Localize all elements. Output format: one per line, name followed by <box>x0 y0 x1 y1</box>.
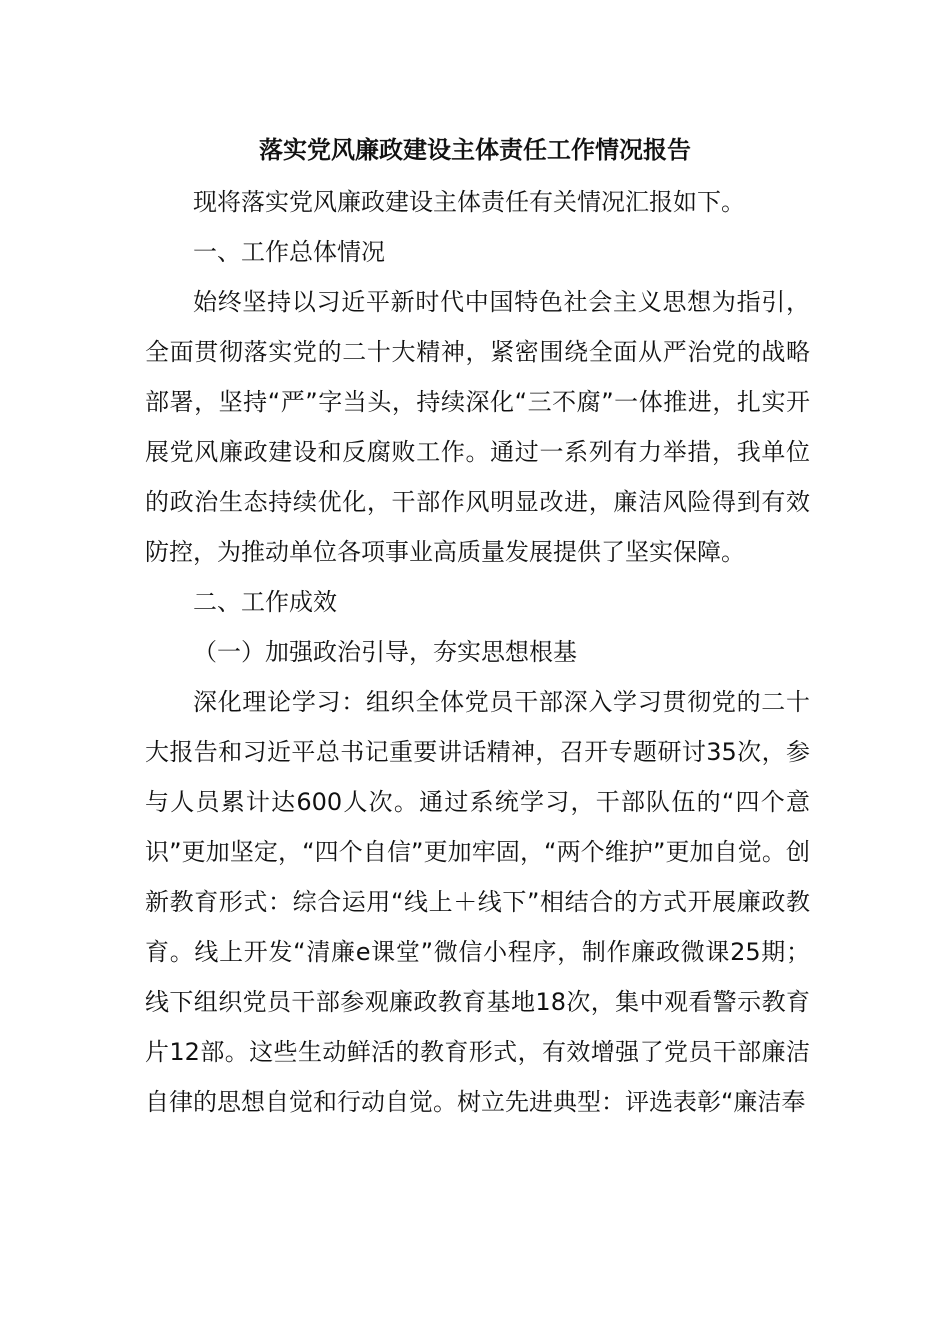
document-body <box>145 177 810 1127</box>
document-title: 落实党风廉政建设主体责任工作情况报告 <box>259 136 691 164</box>
paragraph-intro: 现将落实党风廉政建设主体责任有关情况汇报如下。 <box>193 188 745 216</box>
heading-section-2: 二、工作成效 <box>193 588 337 616</box>
paragraph-political-guidance: 深化理论学习：组织全体党员干部深入学习贯彻党的二十大报告和习近平总书记重要讲话精神，召开专题研讨35次，参与人员累计达600人次。通过系统学习，干部队伍的“四个意识”更加坚定，“四个自信”更加牢固，“两个维护”更加自觉。创新教育形式：综合运用“线上＋线下”相结合的方式开展廉政教育。线上开发“清廉e课堂”微信小程序，制作廉政微课25期；线下组织党员干部参观廉政教育基地18次，集中观看警示教育片12部。这些生动鲜活的教育形式，有效增强了党员干部廉洁自律的思想自觉和行动自觉。树立先进典型：评选表彰“廉洁奉 <box>145 688 810 1116</box>
subheading-1: （一）加强政治引导，夯实思想根基 <box>193 638 577 666</box>
paragraph-overview: 始终坚持以习近平新时代中国特色社会主义思想为指引，全面贯彻落实党的二十大精神，紧密围绕全面从严治党的战略部署，坚持“严”字当头，持续深化“三不腐”一体推进，扎实开展党风廉政建设和反腐败工作。通过一系列有力举措，我单位的政治生态持续优化，干部作风明显改进，廉洁风险得到有效防控，为推动单位各项事业高质量发展提供了坚实保障。 <box>145 288 810 566</box>
heading-section-1: 一、工作总体情况 <box>193 238 385 266</box>
